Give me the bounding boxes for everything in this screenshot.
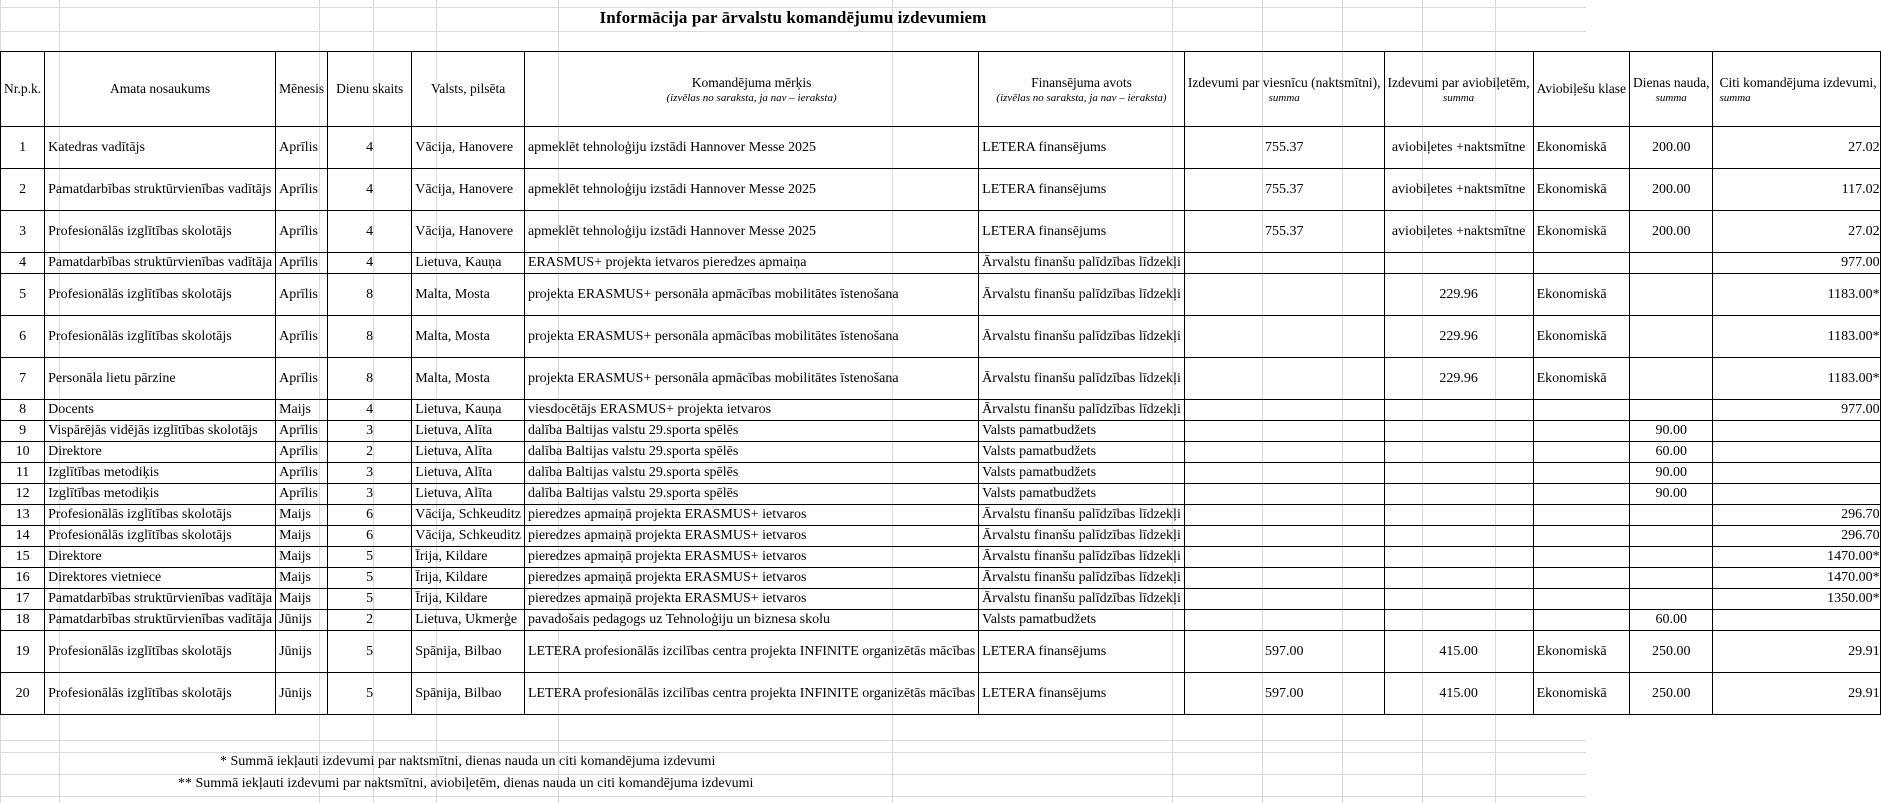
cell-avots[interactable]: LETERA finansējums — [979, 631, 1185, 673]
table-row — [1, 169, 1881, 211]
cell-citi[interactable]: 27.02 — [1713, 211, 1880, 253]
cell-nr[interactable]: 1 — [1, 127, 45, 169]
cell-citi[interactable] — [1713, 484, 1880, 505]
cell-aviobiletes[interactable] — [1384, 484, 1533, 505]
cell-klase[interactable] — [1533, 568, 1629, 589]
col-header-avots[interactable] — [979, 52, 1185, 127]
cell-merkis[interactable]: pieredzes apmaiņā projekta ERASMUS+ ietvaros — [524, 547, 978, 568]
col-header-merkis-label: Komandējuma mērķis — [691, 74, 812, 90]
cell-valsts[interactable]: Lietuva, Alīta — [412, 484, 525, 505]
cell-aviobiletes[interactable]: 415.00 — [1384, 673, 1533, 715]
cell-citi[interactable]: 296.70 — [1713, 505, 1880, 526]
cell-merkis[interactable]: projekta ERASMUS+ personāla apmācības mobilitātes īstenošana — [524, 316, 978, 358]
footnote-single-asterisk: * Summā iekļauti izdevumi par naktsmītni, dienas nauda un citi komandējuma izdevumi — [220, 754, 716, 769]
cell-amats[interactable]: Pamatdarbības struktūrvienības vadītāja — [45, 610, 276, 631]
col-header-citi-sub: summa — [1719, 91, 1751, 104]
cell-citi[interactable]: 1470.00* — [1713, 568, 1880, 589]
cell-aviobiletes[interactable] — [1384, 526, 1533, 547]
cell-klase[interactable] — [1533, 610, 1629, 631]
cell-dienasnauda[interactable]: 90.00 — [1629, 421, 1712, 442]
cell-viesnica[interactable] — [1184, 274, 1384, 316]
cell-nr[interactable]: 19 — [1, 631, 45, 673]
cell-menesis[interactable]: Jūnijs — [276, 673, 328, 715]
cell-menesis[interactable]: Jūnijs — [276, 631, 328, 673]
cell-valsts[interactable]: Īrija, Kildare — [412, 568, 525, 589]
cell-valsts[interactable]: Spānija, Bilbao — [412, 631, 525, 673]
cell-viesnica[interactable]: 755.37 — [1184, 127, 1384, 169]
cell-aviobiletes[interactable] — [1384, 421, 1533, 442]
cell-avots[interactable]: LETERA finansējums — [979, 169, 1185, 211]
cell-merkis[interactable]: pavadošais pedagogs uz Tehnoloģiju un biznesa skolu — [524, 610, 978, 631]
cell-merkis[interactable]: projekta ERASMUS+ personāla apmācības mobilitātes īstenošana — [524, 274, 978, 316]
cell-citi[interactable] — [1713, 463, 1880, 484]
col-header-dienasnauda-label: Dienas nauda, — [1632, 74, 1710, 90]
cell-valsts[interactable]: Spānija, Bilbao — [412, 673, 525, 715]
cell-menesis[interactable]: Aprīlis — [276, 127, 328, 169]
cell-aviobiletes[interactable]: aviobiļetes +naktsmītne — [1384, 211, 1533, 253]
table-row — [1, 631, 1881, 673]
cell-menesis[interactable]: Maijs — [276, 400, 328, 421]
header-row — [1, 52, 1881, 127]
cell-merkis[interactable]: LETERA profesionālās izcilības centra projekta INFINITE organizētās mācības — [524, 631, 978, 673]
cell-klase[interactable]: Ekonomiskā — [1533, 673, 1629, 715]
cell-valsts[interactable]: Vācija, Schkeuditz — [412, 505, 525, 526]
cell-merkis[interactable]: ERASMUS+ projekta ietvaros pieredzes apmaiņa — [524, 253, 978, 274]
table-row — [1, 211, 1881, 253]
cell-avots[interactable]: Ārvalstu finanšu palīdzības līdzekļi — [979, 589, 1185, 610]
cell-avots[interactable]: Ārvalstu finanšu palīdzības līdzekļi — [979, 526, 1185, 547]
cell-amats[interactable]: Pamatdarbības struktūrvienības vadītājs — [45, 169, 276, 211]
cell-valsts[interactable]: Malta, Mosta — [412, 316, 525, 358]
cell-viesnica[interactable] — [1184, 421, 1384, 442]
cell-nr[interactable]: 9 — [1, 421, 45, 442]
cell-nr[interactable]: 4 — [1, 253, 45, 274]
cell-viesnica[interactable] — [1184, 442, 1384, 463]
cell-merkis[interactable]: dalība Baltijas valstu 29.sporta spēlēs — [524, 463, 978, 484]
cell-nr[interactable]: 10 — [1, 442, 45, 463]
cell-aviobiletes[interactable]: 229.96 — [1384, 316, 1533, 358]
col-header-dienasnauda[interactable] — [1629, 52, 1712, 127]
cell-aviobiletes[interactable] — [1384, 589, 1533, 610]
cell-dienasnauda[interactable]: 200.00 — [1629, 211, 1712, 253]
cell-menesis[interactable]: Aprīlis — [276, 463, 328, 484]
cell-valsts[interactable]: Lietuva, Kauņa — [412, 253, 525, 274]
cell-amats[interactable]: Katedras vadītājs — [45, 127, 276, 169]
col-header-menesis[interactable]: Mēnesis — [276, 52, 328, 127]
cell-menesis[interactable]: Aprīlis — [276, 316, 328, 358]
cell-menesis[interactable]: Jūnijs — [276, 610, 328, 631]
cell-amats[interactable]: Profesionālās izglītības skolotājs — [45, 274, 276, 316]
cell-dienasnauda[interactable]: 250.00 — [1629, 631, 1712, 673]
cell-menesis[interactable]: Maijs — [276, 505, 328, 526]
cell-nr[interactable]: 20 — [1, 673, 45, 715]
cell-dienas[interactable]: 2 — [328, 610, 412, 631]
table-row — [1, 253, 1881, 274]
cell-viesnica[interactable] — [1184, 547, 1384, 568]
cell-klase[interactable] — [1533, 484, 1629, 505]
cell-citi[interactable] — [1713, 610, 1880, 631]
col-header-aviobiletes-label: Izdevumi par aviobiļetēm, — [1387, 74, 1530, 90]
cell-viesnica[interactable] — [1184, 463, 1384, 484]
cell-valsts[interactable]: Vācija, Schkeuditz — [412, 526, 525, 547]
cell-klase[interactable]: Ekonomiskā — [1533, 631, 1629, 673]
cell-klase[interactable]: Ekonomiskā — [1533, 211, 1629, 253]
col-header-dienasnauda-sub: summa — [1655, 91, 1687, 104]
cell-dienasnauda[interactable] — [1629, 358, 1712, 400]
table-row — [1, 442, 1881, 463]
cell-dienas[interactable]: 3 — [328, 484, 412, 505]
table-body — [1, 127, 1881, 715]
cell-dienas[interactable]: 2 — [328, 442, 412, 463]
cell-citi[interactable]: 1350.00* — [1713, 589, 1880, 610]
cell-dienas[interactable]: 4 — [328, 169, 412, 211]
cell-avots[interactable]: Ārvalstu finanšu palīdzības līdzekļi — [979, 316, 1185, 358]
cell-nr[interactable]: 8 — [1, 400, 45, 421]
cell-dienas[interactable]: 4 — [328, 127, 412, 169]
cell-dienasnauda[interactable]: 60.00 — [1629, 610, 1712, 631]
col-header-aviobiletes[interactable] — [1384, 52, 1533, 127]
cell-viesnica[interactable] — [1184, 610, 1384, 631]
col-header-dienas[interactable]: Dienu skaits — [328, 52, 412, 127]
cell-viesnica[interactable] — [1184, 484, 1384, 505]
cell-dienas[interactable]: 5 — [328, 589, 412, 610]
cell-avots[interactable]: Ārvalstu finanšu palīdzības līdzekļi — [979, 568, 1185, 589]
cell-avots[interactable]: Ārvalstu finanšu palīdzības līdzekļi — [979, 253, 1185, 274]
cell-valsts[interactable]: Lietuva, Ukmerģe — [412, 610, 525, 631]
cell-viesnica[interactable] — [1184, 505, 1384, 526]
cell-dienasnauda[interactable] — [1629, 505, 1712, 526]
cell-dienasnauda[interactable] — [1629, 526, 1712, 547]
table-row — [1, 568, 1881, 589]
cell-aviobiletes[interactable] — [1384, 253, 1533, 274]
col-header-merkis-sub: (izvēlas no saraksta, ja nav – ieraksta) — [666, 91, 837, 104]
table-row — [1, 421, 1881, 442]
cell-amats[interactable]: Profesionālās izglītības skolotājs — [45, 316, 276, 358]
table-row — [1, 505, 1881, 526]
cell-amats[interactable]: Direktore — [45, 442, 276, 463]
cell-klase[interactable] — [1533, 526, 1629, 547]
cell-menesis[interactable]: Aprīlis — [276, 169, 328, 211]
cell-klase[interactable] — [1533, 253, 1629, 274]
cell-valsts[interactable]: Lietuva, Kauņa — [412, 400, 525, 421]
col-header-valsts[interactable]: Valsts, pilsēta — [412, 52, 525, 127]
cell-viesnica[interactable] — [1184, 253, 1384, 274]
cell-avots[interactable]: Valsts pamatbudžets — [979, 442, 1185, 463]
cell-aviobiletes[interactable] — [1384, 547, 1533, 568]
cell-dienasnauda[interactable] — [1629, 568, 1712, 589]
cell-menesis[interactable]: Maijs — [276, 589, 328, 610]
col-header-viesnica[interactable] — [1184, 52, 1384, 127]
cell-dienasnauda[interactable]: 200.00 — [1629, 169, 1712, 211]
cell-dienas[interactable]: 4 — [328, 211, 412, 253]
cell-amats[interactable]: Direktores vietniece — [45, 568, 276, 589]
col-header-avots-label: Finansējuma avots — [1031, 74, 1132, 90]
expenses-table — [0, 51, 1881, 715]
cell-aviobiletes[interactable] — [1384, 610, 1533, 631]
cell-amats[interactable]: Pamatdarbības struktūrvienības vadītāja — [45, 589, 276, 610]
cell-dienas[interactable]: 5 — [328, 631, 412, 673]
cell-menesis[interactable]: Aprīlis — [276, 484, 328, 505]
cell-klase[interactable]: Ekonomiskā — [1533, 316, 1629, 358]
table-row — [1, 316, 1881, 358]
cell-klase[interactable] — [1533, 505, 1629, 526]
cell-valsts[interactable]: Vācija, Hanovere — [412, 211, 525, 253]
cell-merkis[interactable]: pieredzes apmaiņā projekta ERASMUS+ ietvaros — [524, 505, 978, 526]
col-header-merkis[interactable] — [524, 52, 978, 127]
cell-citi[interactable]: 117.02 — [1713, 169, 1880, 211]
cell-klase[interactable] — [1533, 421, 1629, 442]
cell-nr[interactable]: 17 — [1, 589, 45, 610]
cell-dienas[interactable]: 5 — [328, 547, 412, 568]
cell-amats[interactable]: Profesionālās izglītības skolotājs — [45, 631, 276, 673]
cell-viesnica[interactable] — [1184, 568, 1384, 589]
cell-citi[interactable]: 27.02 — [1713, 127, 1880, 169]
cell-klase[interactable]: Ekonomiskā — [1533, 169, 1629, 211]
cell-menesis[interactable]: Aprīlis — [276, 421, 328, 442]
cell-viesnica[interactable] — [1184, 589, 1384, 610]
cell-amats[interactable]: Profesionālās izglītības skolotājs — [45, 211, 276, 253]
cell-viesnica[interactable] — [1184, 358, 1384, 400]
cell-valsts[interactable]: Īrija, Kildare — [412, 547, 525, 568]
cell-citi[interactable]: 1183.00* — [1713, 316, 1880, 358]
cell-nr[interactable]: 18 — [1, 610, 45, 631]
cell-dienasnauda[interactable]: 250.00 — [1629, 673, 1712, 715]
cell-nr[interactable]: 12 — [1, 484, 45, 505]
cell-merkis[interactable]: LETERA profesionālās izcilības centra projekta INFINITE organizētās mācības — [524, 673, 978, 715]
cell-aviobiletes[interactable] — [1384, 400, 1533, 421]
cell-klase[interactable]: Ekonomiskā — [1533, 127, 1629, 169]
cell-amats[interactable]: Direktore — [45, 547, 276, 568]
cell-amats[interactable]: Personāla lietu pārzine — [45, 358, 276, 400]
col-header-klase[interactable]: Aviobiļešu klase — [1533, 52, 1629, 127]
cell-valsts[interactable]: Lietuva, Alīta — [412, 442, 525, 463]
cell-amats[interactable]: Izglītības metodiķis — [45, 463, 276, 484]
cell-valsts[interactable]: Lietuva, Alīta — [412, 463, 525, 484]
col-header-avots-sub: (izvēlas no saraksta, ja nav – ieraksta) — [996, 91, 1167, 104]
cell-merkis[interactable]: apmeklēt tehnoloģiju izstādi Hannover Messe 2025 — [524, 211, 978, 253]
cell-viesnica[interactable]: 597.00 — [1184, 673, 1384, 715]
col-header-citi[interactable] — [1713, 52, 1880, 127]
cell-dienas[interactable]: 5 — [328, 568, 412, 589]
cell-menesis[interactable]: Maijs — [276, 526, 328, 547]
cell-nr[interactable]: 14 — [1, 526, 45, 547]
table-row — [1, 610, 1881, 631]
cell-avots[interactable]: Ārvalstu finanšu palīdzības līdzekļi — [979, 505, 1185, 526]
cell-aviobiletes[interactable]: aviobiļetes +naktsmītne — [1384, 127, 1533, 169]
cell-menesis[interactable]: Aprīlis — [276, 358, 328, 400]
cell-avots[interactable]: Valsts pamatbudžets — [979, 610, 1185, 631]
table-row — [1, 484, 1881, 505]
cell-dienas[interactable]: 4 — [328, 400, 412, 421]
cell-aviobiletes[interactable]: 229.96 — [1384, 358, 1533, 400]
cell-merkis[interactable]: dalība Baltijas valstu 29.sporta spēlēs — [524, 442, 978, 463]
cell-klase[interactable] — [1533, 547, 1629, 568]
col-header-viesnica-sub: summa — [1268, 91, 1300, 104]
cell-citi[interactable]: 29.91 — [1713, 673, 1880, 715]
cell-valsts[interactable]: Malta, Mosta — [412, 358, 525, 400]
cell-viesnica[interactable] — [1184, 526, 1384, 547]
cell-citi[interactable]: 977.00 — [1713, 400, 1880, 421]
cell-citi[interactable] — [1713, 421, 1880, 442]
cell-avots[interactable]: Ārvalstu finanšu palīdzības līdzekļi — [979, 400, 1185, 421]
cell-amats[interactable]: Vispārējās vidējās izglītības skolotājs — [45, 421, 276, 442]
cell-klase[interactable] — [1533, 589, 1629, 610]
cell-citi[interactable]: 1183.00* — [1713, 358, 1880, 400]
cell-dienas[interactable]: 4 — [328, 253, 412, 274]
cell-amats[interactable]: Profesionālās izglītības skolotājs — [45, 673, 276, 715]
col-header-amats[interactable]: Amata nosaukums — [45, 52, 276, 127]
cell-merkis[interactable]: apmeklēt tehnoloģiju izstādi Hannover Messe 2025 — [524, 169, 978, 211]
cell-menesis[interactable]: Maijs — [276, 568, 328, 589]
cell-klase[interactable] — [1533, 463, 1629, 484]
cell-dienasnauda[interactable] — [1629, 253, 1712, 274]
cell-dienas[interactable]: 6 — [328, 505, 412, 526]
cell-viesnica[interactable]: 597.00 — [1184, 631, 1384, 673]
cell-amats[interactable]: Docents — [45, 400, 276, 421]
cell-dienasnauda[interactable] — [1629, 400, 1712, 421]
cell-citi[interactable]: 29.91 — [1713, 631, 1880, 673]
cell-avots[interactable]: LETERA finansējums — [979, 673, 1185, 715]
cell-dienasnauda[interactable] — [1629, 316, 1712, 358]
cell-merkis[interactable]: pieredzes apmaiņā projekta ERASMUS+ ietvaros — [524, 568, 978, 589]
cell-dienasnauda[interactable]: 90.00 — [1629, 463, 1712, 484]
cell-avots[interactable]: Ārvalstu finanšu palīdzības līdzekļi — [979, 547, 1185, 568]
cell-merkis[interactable]: pieredzes apmaiņā projekta ERASMUS+ ietvaros — [524, 589, 978, 610]
cell-nr[interactable]: 11 — [1, 463, 45, 484]
cell-aviobiletes[interactable]: aviobiļetes +naktsmītne — [1384, 169, 1533, 211]
cell-nr[interactable]: 7 — [1, 358, 45, 400]
cell-valsts[interactable]: Malta, Mosta — [412, 274, 525, 316]
table-row — [1, 127, 1881, 169]
cell-dienas[interactable]: 3 — [328, 463, 412, 484]
cell-nr[interactable]: 13 — [1, 505, 45, 526]
cell-merkis[interactable]: pieredzes apmaiņā projekta ERASMUS+ ietvaros — [524, 526, 978, 547]
cell-dienasnauda[interactable]: 60.00 — [1629, 442, 1712, 463]
cell-klase[interactable] — [1533, 442, 1629, 463]
cell-dienas[interactable]: 8 — [328, 358, 412, 400]
table-row — [1, 526, 1881, 547]
cell-valsts[interactable]: Vācija, Hanovere — [412, 169, 525, 211]
cell-valsts[interactable]: Lietuva, Alīta — [412, 421, 525, 442]
cell-nr[interactable]: 2 — [1, 169, 45, 211]
cell-aviobiletes[interactable] — [1384, 442, 1533, 463]
cell-dienasnauda[interactable] — [1629, 274, 1712, 316]
cell-citi[interactable]: 977.00 — [1713, 253, 1880, 274]
cell-dienasnauda[interactable]: 90.00 — [1629, 484, 1712, 505]
cell-merkis[interactable]: projekta ERASMUS+ personāla apmācības mobilitātes īstenošana — [524, 358, 978, 400]
cell-menesis[interactable]: Aprīlis — [276, 211, 328, 253]
cell-dienas[interactable]: 5 — [328, 673, 412, 715]
cell-merkis[interactable]: dalība Baltijas valstu 29.sporta spēlēs — [524, 484, 978, 505]
cell-menesis[interactable]: Aprīlis — [276, 253, 328, 274]
cell-avots[interactable]: Valsts pamatbudžets — [979, 463, 1185, 484]
cell-dienas[interactable]: 8 — [328, 316, 412, 358]
cell-aviobiletes[interactable]: 229.96 — [1384, 274, 1533, 316]
cell-citi[interactable]: 1470.00* — [1713, 547, 1880, 568]
cell-citi[interactable] — [1713, 442, 1880, 463]
cell-merkis[interactable]: viesdocētājs ERASMUS+ projekta ietvaros — [524, 400, 978, 421]
cell-aviobiletes[interactable]: 415.00 — [1384, 631, 1533, 673]
cell-klase[interactable]: Ekonomiskā — [1533, 274, 1629, 316]
cell-viesnica[interactable] — [1184, 316, 1384, 358]
col-header-nr[interactable]: Nr.p.k. — [1, 52, 45, 127]
table-row — [1, 400, 1881, 421]
cell-viesnica[interactable]: 755.37 — [1184, 169, 1384, 211]
cell-dienas[interactable]: 3 — [328, 421, 412, 442]
page-title: Informācija par ārvalstu komandējumu izdevumiem — [599, 8, 987, 27]
cell-dienasnauda[interactable] — [1629, 589, 1712, 610]
table-row — [1, 463, 1881, 484]
cell-menesis[interactable]: Maijs — [276, 547, 328, 568]
cell-valsts[interactable]: Vācija, Hanovere — [412, 127, 525, 169]
table-row — [1, 589, 1881, 610]
col-header-aviobiletes-sub: summa — [1443, 91, 1475, 104]
cell-amats[interactable]: Profesionālās izglītības skolotājs — [45, 505, 276, 526]
cell-dienasnauda[interactable] — [1629, 547, 1712, 568]
cell-avots[interactable]: Valsts pamatbudžets — [979, 484, 1185, 505]
cell-nr[interactable]: 3 — [1, 211, 45, 253]
cell-aviobiletes[interactable] — [1384, 568, 1533, 589]
cell-viesnica[interactable]: 755.37 — [1184, 211, 1384, 253]
cell-avots[interactable]: Valsts pamatbudžets — [979, 421, 1185, 442]
cell-nr[interactable]: 6 — [1, 316, 45, 358]
cell-viesnica[interactable] — [1184, 400, 1384, 421]
table-row — [1, 673, 1881, 715]
table-row — [1, 358, 1881, 400]
cell-nr[interactable]: 16 — [1, 568, 45, 589]
cell-avots[interactable]: LETERA finansējums — [979, 127, 1185, 169]
cell-avots[interactable]: LETERA finansējums — [979, 211, 1185, 253]
cell-nr[interactable]: 5 — [1, 274, 45, 316]
cell-amats[interactable]: Pamatdarbības struktūrvienības vadītāja — [45, 253, 276, 274]
cell-amats[interactable]: Profesionālās izglītības skolotājs — [45, 526, 276, 547]
cell-menesis[interactable]: Aprīlis — [276, 274, 328, 316]
cell-dienasnauda[interactable]: 200.00 — [1629, 127, 1712, 169]
cell-nr[interactable]: 15 — [1, 547, 45, 568]
cell-amats[interactable]: Izglītības metodiķis — [45, 484, 276, 505]
col-header-citi-label: Citi komandējuma izdevumi, — [1719, 74, 1877, 90]
cell-dienas[interactable]: 6 — [328, 526, 412, 547]
cell-valsts[interactable]: Īrija, Kildare — [412, 589, 525, 610]
cell-avots[interactable]: Ārvalstu finanšu palīdzības līdzekļi — [979, 358, 1185, 400]
col-header-viesnica-label: Izdevumi par viesnīcu (naktsmītni), — [1187, 74, 1381, 90]
cell-menesis[interactable]: Aprīlis — [276, 442, 328, 463]
cell-klase[interactable]: Ekonomiskā — [1533, 358, 1629, 400]
cell-klase[interactable] — [1533, 400, 1629, 421]
table-row — [1, 547, 1881, 568]
table-row — [1, 274, 1881, 316]
cell-aviobiletes[interactable] — [1384, 505, 1533, 526]
cell-merkis[interactable]: dalība Baltijas valstu 29.sporta spēlēs — [524, 421, 978, 442]
cell-citi[interactable]: 296.70 — [1713, 526, 1880, 547]
cell-citi[interactable]: 1183.00* — [1713, 274, 1880, 316]
cell-dienas[interactable]: 8 — [328, 274, 412, 316]
footnote-double-asterisk: ** Summā iekļauti izdevumi par naktsmītni, aviobiļetēm, dienas nauda un citi komandējuma izdevumi — [178, 776, 754, 791]
cell-aviobiletes[interactable] — [1384, 463, 1533, 484]
cell-merkis[interactable]: apmeklēt tehnoloģiju izstādi Hannover Messe 2025 — [524, 127, 978, 169]
cell-avots[interactable]: Ārvalstu finanšu palīdzības līdzekļi — [979, 274, 1185, 316]
